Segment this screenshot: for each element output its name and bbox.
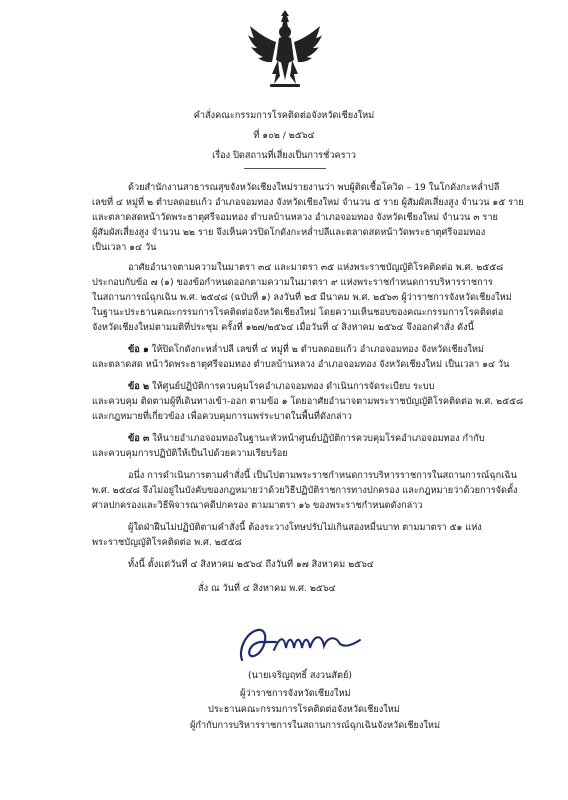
paragraph-4-line: พระราชบัญญัติโรคติดต่อ พ.ศ. ๒๕๕๘ bbox=[92, 537, 242, 548]
item-3-line: และควบคุมการปฏิบัติให้เป็นไปด้วยความเรียบร้อย bbox=[92, 448, 288, 459]
paragraph-2-line: ในสถานการณ์ฉุกเฉิน พ.ศ. ๒๕๔๘ (ฉบับที่ ๑) ลงวันที่ ๒๕ มีนาคม พ.ศ. ๒๕๖๓ ผู้ว่าราชการจังหวัดเชียงใหม่ bbox=[92, 292, 512, 303]
order-subject: เรื่อง ปิดสถานที่เสี่ยงเป็นการชั่วคราว bbox=[212, 150, 356, 161]
paragraph-3-line: ศาลปกครองและวิธีพิจารณาคดีปกครอง ตามมาตรา ๑๖ ของพระราชกำหนดดังกล่าว bbox=[92, 500, 423, 511]
signatory-position-3: ผู้กำกับการบริหารราชการในสถานการณ์ฉุกเฉินจังหวัดเชียงใหม่ bbox=[190, 720, 441, 731]
item-3-number: ข้อ ๓ bbox=[128, 433, 150, 444]
signatory-position-2: ประธานคณะกรรมการโรคติดต่อจังหวัดเชียงใหม่ bbox=[208, 704, 400, 715]
order-title: คำสั่งคณะกรรมการโรคติดต่อจังหวัดเชียงใหม่ bbox=[193, 110, 375, 121]
paragraph-2-line: อาศัยอำนาจตามความในมาตรา ๓๔ และมาตรา ๓๕ แห่งพระราชบัญญัติโรคติดต่อ พ.ศ. ๒๕๕๘ bbox=[128, 262, 504, 273]
item-2-line: และควบคุม ติดตามผู้ที่เดินทางเข้า-ออก ตามข้อ ๑ โดยอาศัยอำนาจตามพระราชบัญญัติโรคติดต่อ พ.ศ. ๒๕๕๘ bbox=[92, 396, 524, 407]
signatory-name: (นายเจริญฤทธิ์ สงวนสัตย์) bbox=[248, 670, 352, 681]
paragraph-2-line: ประกอบกับข้อ ๗ (๑) ของข้อกำหนดออกตามความในมาตรา ๙ แห่งพระราชกำหนดการบริหารราชการ bbox=[92, 277, 493, 288]
paragraph-1-line: ด้วยสำนักงานสาธารณสุขจังหวัดเชียงใหม่รายงานว่า พบผู้ติดเชื้อโควิด – 19 ในโกดังกะหล่ำปลี bbox=[128, 182, 500, 193]
item-3 bbox=[128, 433, 485, 445]
item-2-text: ให้ศูนย์ปฏิบัติการควบคุมโรคอำเภอจอมทอง ดำเนินการจัดระเบียบ ระบบ bbox=[151, 381, 435, 392]
paragraph-4-line: ผู้ใดฝ่าฝืนไม่ปฏิบัติตามคำสั่งนี้ ต้องระวางโทษปรับไม่เกินสองหมื่นบาท ตามมาตรา ๕๑ แห่ง bbox=[128, 522, 482, 533]
paragraph-1-line: เลขที่ ๔ หมู่ที่ ๒ ตำบลดอยแก้ว อำเภอจอมทอง จังหวัดเชียงใหม่ จำนวน ๕ ราย ผู้สัมผัสเสี่ยงสูง จำนวน ๑๕ ราย bbox=[92, 197, 524, 208]
item-1 bbox=[128, 344, 484, 356]
signatory-position-1: ผู้ว่าราชการจังหวัดเชียงใหม่ bbox=[240, 688, 351, 699]
paragraph-1-line: ผู้สัมผัสเสี่ยงสูง จำนวน ๒๒ ราย จึงเห็นควรปิดโกดังกะหล่ำปลีและตลาดสดหน้าวัดพระธาตุศรีจอมทอง bbox=[92, 227, 486, 238]
signature-image bbox=[236, 622, 366, 666]
paragraph-3-line: อนึ่ง การดำเนินการตามคำสั่งนี้ เป็นไปตามพระราชกำหนดการบริหารราชการในสถานการณ์ฉุกเฉิน bbox=[128, 470, 517, 481]
order-number: ที่ ๑๐๒ / ๒๕๖๔ bbox=[253, 130, 315, 141]
header-divider bbox=[244, 168, 326, 169]
paragraph-2-line: จังหวัดเชียงใหม่ตามมติที่ประชุม ครั้งที่ ๑๒๗/๒๕๖๔ เมื่อวันที่ ๔ สิงหาคม ๒๕๖๔ จึงออกคำสั่ง ดังนี้ bbox=[92, 322, 474, 333]
item-1-number: ข้อ ๑ bbox=[128, 344, 149, 355]
order-date: สั่ง ณ วันที่ ๔ สิงหาคม พ.ศ. ๒๕๖๔ bbox=[198, 583, 336, 594]
paragraph-1-line: และตลาดสดหน้าวัดพระธาตุศรีจอมทอง ตำบลบ้านหลวง อำเภอจอมทอง จังหวัดเชียงใหม่ จำนวน ๓ ราย bbox=[92, 212, 498, 223]
item-2-number: ข้อ ๒ bbox=[128, 381, 150, 392]
item-1-text: ให้ปิดโกดังกะหล่ำปลี เลขที่ ๔ หมู่ที่ ๒ ตำบลดอยแก้ว อำเภอจอมทอง จังหวัดเชียงใหม่ bbox=[151, 344, 484, 355]
effective-period: ทั้งนี้ ตั้งแต่วันที่ ๔ สิงหาคม ๒๕๖๔ ถึงวันที่ ๑๗ สิงหาคม ๒๕๖๔ bbox=[128, 559, 374, 570]
garuda-emblem bbox=[246, 6, 324, 94]
paragraph-3-line: พ.ศ. ๒๕๔๘ จึงไม่อยู่ในบังคับของกฎหมายว่าด้วยวิธีปฏิบัติราชการทางปกครอง และกฎหมายว่าด้วยการจัดตั้ง bbox=[92, 485, 518, 496]
item-3-text: ให้นายอำเภอจอมทองในฐานะหัวหน้าศูนย์ปฏิบัติการควบคุมโรคอำเภอจอมทอง กำกับ bbox=[152, 433, 485, 444]
paragraph-1-line: เป็นเวลา ๑๔ วัน bbox=[92, 242, 157, 253]
item-1-line: และตลาดสด หน้าวัดพระธาตุศรีจอมทอง ตำบลบ้านหลวง อำเภอจอมทอง จังหวัดเชียงใหม่ เป็นเวลา ๑๔ วัน bbox=[92, 359, 510, 370]
item-2-line: และกฎหมายที่เกี่ยวข้อง เพื่อควบคุมการแพร่ระบาดในพื้นที่ดังกล่าว bbox=[92, 411, 352, 422]
item-2 bbox=[128, 381, 435, 393]
paragraph-2-line: ในฐานะประธานคณะกรรมการโรคติดต่อจังหวัดเชียงใหม่ โดยความเห็นชอบของคณะกรรมการโรคติดต่อ bbox=[92, 307, 504, 318]
